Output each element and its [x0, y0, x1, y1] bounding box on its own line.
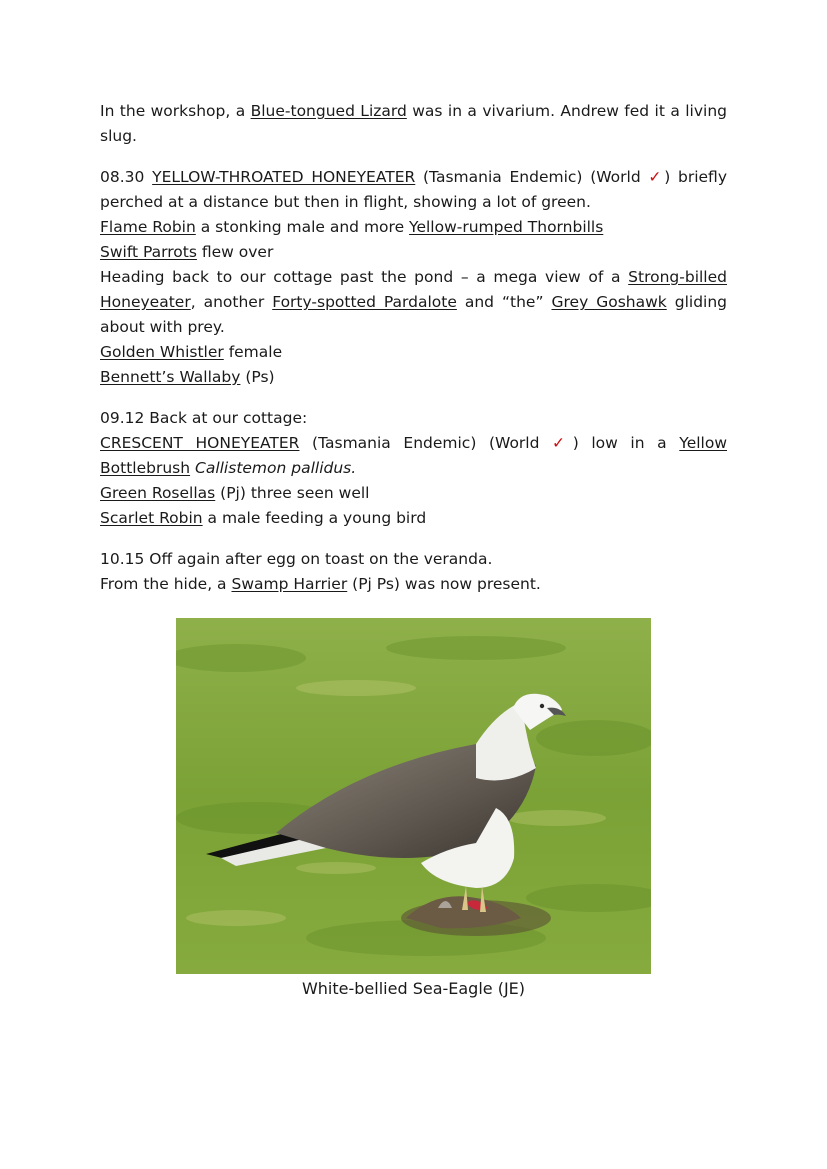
time-label: 08.30 [100, 168, 153, 186]
heading-1015: 10.15 Off again after egg on toast on the veranda. [100, 550, 493, 568]
text: (Pj Ps) was now present. [347, 575, 541, 593]
species-forty-spotted-pardalote: Forty-spotted Pardalote [272, 293, 457, 311]
text: (Ps) [240, 368, 275, 386]
text: Heading back to our cottage past the pond – a mega view of a [100, 268, 629, 286]
text: (Tasmania Endemic) (World [415, 168, 649, 186]
paragraph-workshop [100, 99, 727, 149]
entry-crescent-honeyeater [100, 431, 727, 481]
text: a stonking male and more [195, 218, 410, 236]
entry-flame-robin [100, 215, 727, 240]
entry-swamp-harrier [100, 572, 727, 597]
species-strong-billed-honeyeater: Strong-billed Honeyeater [100, 268, 727, 311]
species-golden-whistler: Golden Whistler [100, 343, 224, 361]
species-grey-goshawk: Grey Goshawk [551, 293, 667, 311]
species-scarlet-robin: Scarlet Robin [100, 509, 203, 527]
text: , another [190, 293, 273, 311]
species-crescent-honeyeater: CRESCENT HONEYEATER [100, 434, 300, 452]
sea-eagle-illustration [176, 618, 651, 974]
entry-heading-back [100, 265, 727, 340]
species-yellow-bottlebrush: Yellow Bottlebrush [100, 434, 727, 477]
entry-green-rosellas [100, 481, 727, 506]
text: From the hide, a [100, 575, 232, 593]
entry-yellow-throated-honeyeater [100, 165, 727, 215]
text: In the workshop, a [100, 102, 251, 120]
text: and “the” [456, 293, 552, 311]
document-body [100, 99, 727, 613]
text: a male feeding a young bird [202, 509, 427, 527]
species-flame-robin: Flame Robin [100, 218, 196, 236]
species-bennetts-wallaby: Bennett’s Wallaby [100, 368, 241, 386]
sea-eagle-photo [176, 618, 651, 974]
species-yellow-rumped-thornbills: Yellow-rumped Thornbills [409, 218, 604, 236]
text: ) briefly perched at a distance but then in flight, showing a lot of green. [100, 168, 727, 211]
entry-scarlet-robin [100, 506, 727, 531]
text: (Pj) three seen well [215, 484, 370, 502]
species-swamp-harrier: Swamp Harrier [231, 575, 348, 593]
entry-golden-whistler [100, 340, 727, 365]
heading-0912: 09.12 Back at our cottage: [100, 409, 308, 427]
species-swift-parrots: Swift Parrots [100, 243, 197, 261]
entry-swift-parrots [100, 240, 727, 265]
photo-caption: White-bellied Sea-Eagle (JE) [301, 979, 526, 998]
text: gliding about with prey. [100, 293, 727, 336]
paragraph-0912 [100, 406, 727, 531]
text: flew over [196, 243, 274, 261]
text: ) low in a [572, 434, 680, 452]
text: was in a vivarium. Andrew fed it a living slug. [100, 102, 727, 145]
latin-name: Callistemon pallidus. [195, 459, 357, 477]
paragraph-1015 [100, 547, 727, 597]
paragraph-0830 [100, 165, 727, 390]
species-green-rosellas: Green Rosellas [100, 484, 216, 502]
species-blue-tongued-lizard: Blue-tongued Lizard [250, 102, 407, 120]
entry-bennetts-wallaby [100, 365, 727, 390]
species-yellow-throated-honeyeater: YELLOW-THROATED HONEYEATER [152, 168, 416, 186]
text: female [223, 343, 283, 361]
tick-icon: ✓ [648, 168, 665, 186]
text: (Tasmania Endemic) (World [299, 434, 553, 452]
tick-icon: ✓ [552, 434, 573, 452]
